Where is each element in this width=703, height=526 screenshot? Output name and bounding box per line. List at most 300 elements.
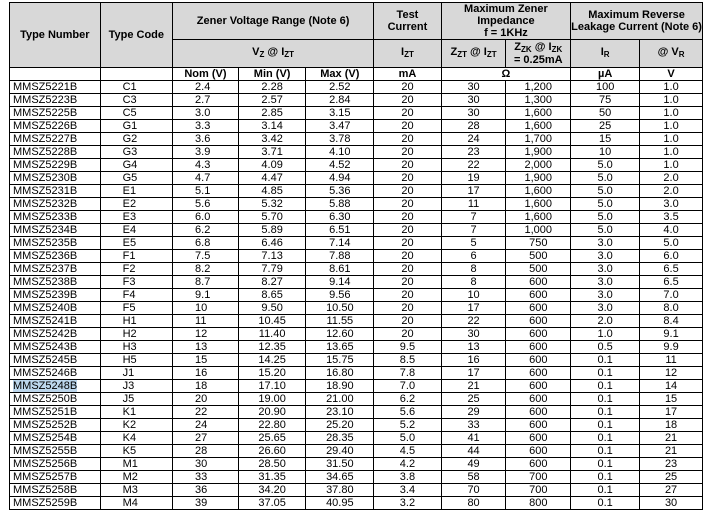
cell-vr-text: 1.0 <box>663 133 679 145</box>
cell-ir <box>571 484 640 497</box>
cell-ir <box>571 107 640 120</box>
cell-max <box>306 107 374 120</box>
cell-code-text: G3 <box>122 146 138 158</box>
cell-min-text: 12.35 <box>258 341 286 353</box>
cell-nom <box>173 302 239 315</box>
cell-min-text: 15.20 <box>258 367 286 379</box>
cell-min <box>238 393 306 406</box>
table-row <box>10 328 703 341</box>
cell-min-text: 17.10 <box>258 380 286 392</box>
cell-ir-text: 5.0 <box>597 224 613 236</box>
cell-vr-text: 14 <box>664 380 678 392</box>
cell-zzk <box>506 276 571 289</box>
cell-zzt-text: 8 <box>470 263 477 275</box>
cell-zzt <box>441 120 506 133</box>
cell-nom <box>173 81 239 94</box>
cell-ir-text: 0.1 <box>597 471 613 483</box>
cell-code-text: G5 <box>122 172 138 184</box>
cell-vr <box>640 484 703 497</box>
header-max-zener-impedance <box>441 3 570 40</box>
header-type-code: Type Code <box>100 3 172 68</box>
cell-nom-text: 11 <box>195 315 207 327</box>
cell-max-text: 12.60 <box>326 328 354 340</box>
cell-nom <box>173 341 239 354</box>
cell-vr <box>640 172 703 185</box>
cell-zzt-text: 22 <box>467 315 480 327</box>
cell-ir-text: 0.1 <box>597 432 613 444</box>
cell-type <box>10 445 101 458</box>
cell-nom-text: 18 <box>195 380 208 392</box>
cell-min <box>238 198 306 211</box>
cell-min-text: 31.35 <box>258 471 286 483</box>
cell-code <box>100 133 172 146</box>
unit-min: Min (V) <box>238 68 306 81</box>
cell-vr <box>640 146 703 159</box>
cell-zzk <box>506 107 571 120</box>
cell-izt-text: 7.8 <box>399 367 416 379</box>
cell-zzt <box>441 380 506 393</box>
cell-vr-text: 18 <box>664 419 678 431</box>
cell-type <box>10 328 101 341</box>
cell-nom <box>173 146 239 159</box>
cell-code-text: K2 <box>122 419 137 431</box>
cell-zzk-text: 600 <box>529 406 548 418</box>
cell-min-text: 19.00 <box>258 393 286 405</box>
cell-ir <box>571 328 640 341</box>
cell-code <box>100 263 172 276</box>
cell-ir <box>571 367 640 380</box>
cell-zzt <box>441 276 506 289</box>
cell-max-text: 4.94 <box>329 172 351 184</box>
cell-vr <box>640 432 703 445</box>
cell-zzk-text: 600 <box>529 419 548 431</box>
table-row <box>10 354 703 367</box>
cell-zzk <box>506 380 571 393</box>
cell-type <box>10 159 101 172</box>
cell-max-text: 8.61 <box>329 263 351 275</box>
cell-vr <box>640 198 703 211</box>
header-max-zener-impedance-line1: Maximum Zener <box>464 3 548 15</box>
cell-max-text: 29.40 <box>326 445 354 457</box>
cell-zzt-text: 23 <box>467 146 480 158</box>
cell-izt-text: 5.0 <box>399 432 416 444</box>
cell-nom <box>173 172 239 185</box>
cell-ir-text: 0.1 <box>597 497 613 509</box>
cell-zzk <box>506 159 571 172</box>
cell-izt-text: 3.4 <box>399 484 416 496</box>
cell-code <box>100 94 172 107</box>
cell-nom-text: 22 <box>195 406 208 418</box>
cell-nom-text: 4.7 <box>195 172 211 184</box>
cell-type-text: MMSZ5228B <box>13 146 78 158</box>
cell-zzt <box>441 484 506 497</box>
cell-code-text: E2 <box>122 198 137 210</box>
cell-max <box>306 133 374 146</box>
cell-nom <box>173 432 239 445</box>
cell-type-text: MMSZ5240B <box>13 302 78 314</box>
cell-zzt-text: 11 <box>467 198 480 210</box>
cell-code <box>100 146 172 159</box>
cell-zzk <box>506 172 571 185</box>
cell-vr-text: 11 <box>665 354 677 366</box>
cell-ir <box>571 250 640 263</box>
cell-max-text: 9.56 <box>329 289 351 301</box>
cell-vr-text: 6.5 <box>663 263 679 275</box>
cell-nom-text: 33 <box>195 471 208 483</box>
cell-min <box>238 471 306 484</box>
cell-ir-text: 0.5 <box>597 341 613 353</box>
cell-code <box>100 185 172 198</box>
cell-nom-text: 2.7 <box>195 94 211 106</box>
cell-min <box>238 302 306 315</box>
table-body <box>10 81 703 510</box>
cell-ir <box>571 289 640 302</box>
cell-zzt-text: 5 <box>470 237 477 249</box>
cell-zzt <box>441 302 506 315</box>
table-row <box>10 406 703 419</box>
table-row <box>10 445 703 458</box>
cell-izt-text: 20 <box>401 328 414 340</box>
cell-vr <box>640 133 703 146</box>
cell-izt <box>374 224 442 237</box>
cell-ir <box>571 94 640 107</box>
cell-code-text: H5 <box>122 354 137 366</box>
table-row <box>10 393 703 406</box>
cell-zzt-text: 58 <box>467 471 480 483</box>
cell-max <box>306 81 374 94</box>
cell-code <box>100 380 172 393</box>
cell-max-text: 16.80 <box>326 367 354 379</box>
cell-vr-text: 1.0 <box>663 107 679 119</box>
cell-type-text: MMSZ5250B <box>13 393 78 405</box>
cell-type <box>10 263 101 276</box>
cell-code-text: C3 <box>122 94 137 106</box>
cell-zzk <box>506 237 571 250</box>
cell-zzk-text: 1,900 <box>524 146 553 158</box>
cell-min <box>238 146 306 159</box>
cell-code <box>100 120 172 133</box>
cell-nom <box>173 328 239 341</box>
cell-type <box>10 341 101 354</box>
cell-ir <box>571 198 640 211</box>
cell-type <box>10 484 101 497</box>
cell-zzk-text: 750 <box>529 237 548 249</box>
cell-zzt <box>441 419 506 432</box>
cell-zzk-text: 600 <box>529 393 548 405</box>
cell-ir-text: 3.0 <box>597 263 613 275</box>
header-max-zener-impedance-line2: Impedance <box>477 15 535 27</box>
cell-nom-text: 6.8 <box>195 237 211 249</box>
cell-min <box>238 484 306 497</box>
table-row <box>10 471 703 484</box>
cell-code <box>100 237 172 250</box>
cell-type-text: MMSZ5233B <box>13 211 78 223</box>
cell-zzt <box>441 81 506 94</box>
cell-type <box>10 133 101 146</box>
cell-type <box>10 367 101 380</box>
cell-izt-text: 20 <box>401 276 414 288</box>
cell-zzk <box>506 458 571 471</box>
header-max-reverse-leakage-line1: Maximum Reverse <box>588 9 685 21</box>
cell-izt-text: 20 <box>401 94 414 106</box>
cell-code-text: C5 <box>122 107 137 119</box>
cell-max-text: 15.75 <box>326 354 354 366</box>
cell-zzt <box>441 328 506 341</box>
cell-izt <box>374 341 442 354</box>
cell-ir <box>571 263 640 276</box>
cell-izt <box>374 159 442 172</box>
cell-nom <box>173 458 239 471</box>
cell-izt-text: 5.6 <box>399 406 416 418</box>
cell-ir <box>571 224 640 237</box>
cell-type-text: MMSZ5230B <box>13 172 78 184</box>
cell-ir <box>571 497 640 510</box>
cell-min-text: 3.14 <box>261 120 283 132</box>
cell-zzk-text: 600 <box>529 367 548 379</box>
cell-type <box>10 224 101 237</box>
cell-zzt <box>441 406 506 419</box>
cell-min <box>238 354 306 367</box>
cell-zzt <box>441 497 506 510</box>
table-row <box>10 159 703 172</box>
cell-min <box>238 120 306 133</box>
cell-nom <box>173 497 239 510</box>
cell-zzk <box>506 185 571 198</box>
cell-zzt <box>441 224 506 237</box>
cell-min <box>238 133 306 146</box>
cell-nom-text: 24 <box>195 419 208 431</box>
cell-max-text: 6.51 <box>329 224 351 236</box>
cell-zzt <box>441 250 506 263</box>
cell-code <box>100 315 172 328</box>
cell-izt <box>374 445 442 458</box>
cell-zzk-text: 600 <box>529 445 548 457</box>
cell-izt <box>374 120 442 133</box>
cell-zzk <box>506 419 571 432</box>
cell-vr <box>640 302 703 315</box>
table-row <box>10 341 703 354</box>
cell-code-text: J3 <box>122 380 135 392</box>
table-row <box>10 484 703 497</box>
cell-zzt-text: 19 <box>467 172 480 184</box>
table-row <box>10 120 703 133</box>
cell-code <box>100 445 172 458</box>
cell-ir-text: 3.0 <box>597 289 613 301</box>
cell-zzk-text: 1,600 <box>524 185 553 197</box>
cell-vr <box>640 211 703 224</box>
cell-type-text: MMSZ5255B <box>13 445 78 457</box>
cell-type-text: MMSZ5221B <box>13 81 78 93</box>
cell-type-text: MMSZ5227B <box>13 133 78 145</box>
cell-vr-text: 12 <box>664 367 678 379</box>
cell-vr-text: 1.0 <box>663 81 679 93</box>
cell-type-text: MMSZ5225B <box>13 107 78 119</box>
cell-vr-text: 7.0 <box>663 289 679 301</box>
cell-max <box>306 341 374 354</box>
cell-zzt-text: 17 <box>467 367 480 379</box>
cell-ir-text: 0.1 <box>597 445 613 457</box>
cell-type-text: MMSZ5237B <box>13 263 78 275</box>
cell-code <box>100 393 172 406</box>
cell-type <box>10 120 101 133</box>
table-row <box>10 211 703 224</box>
cell-code <box>100 367 172 380</box>
cell-vr-text: 25 <box>664 471 678 483</box>
cell-vr-text: 1.0 <box>663 94 679 106</box>
cell-max <box>306 302 374 315</box>
cell-max <box>306 393 374 406</box>
cell-izt-text: 20 <box>401 133 414 145</box>
cell-izt-text: 5.2 <box>399 419 416 431</box>
cell-nom <box>173 367 239 380</box>
cell-ir <box>571 159 640 172</box>
cell-min <box>238 94 306 107</box>
cell-nom <box>173 133 239 146</box>
table-row <box>10 146 703 159</box>
cell-code-text: G1 <box>122 120 138 132</box>
cell-zzt-text: 29 <box>467 406 480 418</box>
cell-ir-text: 5.0 <box>597 211 613 223</box>
cell-min-text: 4.85 <box>261 185 283 197</box>
cell-izt-text: 20 <box>401 172 414 184</box>
cell-vr <box>640 471 703 484</box>
cell-izt <box>374 198 442 211</box>
cell-ir <box>571 393 640 406</box>
header-max-reverse-leakage <box>571 3 703 40</box>
cell-vr-text: 15 <box>664 393 678 405</box>
cell-zzt <box>441 107 506 120</box>
cell-vr <box>640 81 703 94</box>
cell-code <box>100 159 172 172</box>
cell-izt <box>374 328 442 341</box>
cell-code-text: E4 <box>122 224 137 236</box>
cell-max <box>306 172 374 185</box>
header-zzk-at-izk: $Z_{ZK}$ @ $I_{ZK}$ = 0.25mA <box>506 40 571 68</box>
cell-zzt <box>441 237 506 250</box>
cell-type <box>10 497 101 510</box>
cell-type-text: MMSZ5238B <box>13 276 78 288</box>
cell-nom-text: 8.7 <box>195 276 211 288</box>
cell-ir-text: 10 <box>599 146 612 158</box>
cell-ir-text: 0.1 <box>597 354 613 366</box>
cell-min <box>238 497 306 510</box>
cell-zzt-text: 44 <box>467 445 480 457</box>
cell-nom <box>173 406 239 419</box>
header-max-zener-impedance-line3: f = 1KHz <box>484 27 528 39</box>
cell-izt <box>374 497 442 510</box>
cell-nom <box>173 315 239 328</box>
cell-max <box>306 445 374 458</box>
cell-izt-text: 20 <box>401 198 414 210</box>
cell-ir <box>571 276 640 289</box>
table-row <box>10 302 703 315</box>
cell-max-text: 25.20 <box>326 419 354 431</box>
cell-izt <box>374 315 442 328</box>
cell-max-text: 2.84 <box>329 94 351 106</box>
cell-nom <box>173 159 239 172</box>
cell-type <box>10 471 101 484</box>
table-row <box>10 224 703 237</box>
cell-vr-text: 8.0 <box>663 302 679 314</box>
cell-min-text: 3.71 <box>261 146 283 158</box>
cell-nom-text: 6.0 <box>195 211 211 223</box>
cell-max <box>306 458 374 471</box>
header-zzt-at-izt: $Z_{ZT}$ @ $I_{ZT}$ <box>441 40 506 68</box>
cell-zzk <box>506 354 571 367</box>
table-row <box>10 289 703 302</box>
cell-zzt <box>441 445 506 458</box>
table-row <box>10 237 703 250</box>
cell-vr-text: 3.5 <box>663 211 679 223</box>
cell-type-text: MMSZ5239B <box>13 289 78 301</box>
cell-nom <box>173 237 239 250</box>
table-row <box>10 458 703 471</box>
cell-code-text: F3 <box>122 276 136 288</box>
cell-zzk <box>506 497 571 510</box>
cell-code-text: M1 <box>122 458 138 470</box>
cell-zzk <box>506 289 571 302</box>
cell-zzt <box>441 289 506 302</box>
cell-nom <box>173 419 239 432</box>
cell-zzk <box>506 250 571 263</box>
cell-type-text: MMSZ5251B <box>13 406 78 418</box>
cell-nom <box>173 393 239 406</box>
cell-max-text: 7.14 <box>329 237 351 249</box>
cell-zzk <box>506 146 571 159</box>
cell-zzk <box>506 484 571 497</box>
cell-zzk-text: 600 <box>529 328 548 340</box>
cell-izt <box>374 107 442 120</box>
cell-type <box>10 302 101 315</box>
cell-code-text: E1 <box>122 185 137 197</box>
cell-zzk <box>506 94 571 107</box>
cell-max-text: 11.55 <box>326 315 354 327</box>
cell-type <box>10 107 101 120</box>
cell-code-text: E3 <box>122 211 137 223</box>
cell-min <box>238 289 306 302</box>
cell-nom-text: 27 <box>195 432 208 444</box>
cell-zzt <box>441 185 506 198</box>
cell-nom-text: 8.2 <box>195 263 211 275</box>
cell-ir <box>571 81 640 94</box>
cell-nom <box>173 289 239 302</box>
cell-zzk-text: 500 <box>529 250 548 262</box>
cell-vr-text: 17 <box>664 406 678 418</box>
cell-max <box>306 432 374 445</box>
cell-nom-text: 16 <box>195 367 208 379</box>
cell-nom <box>173 276 239 289</box>
cell-zzk <box>506 471 571 484</box>
table-row <box>10 198 703 211</box>
cell-izt <box>374 380 442 393</box>
cell-ir <box>571 419 640 432</box>
cell-zzt <box>441 341 506 354</box>
cell-zzt-text: 16 <box>467 354 480 366</box>
cell-code <box>100 484 172 497</box>
cell-max-text: 18.90 <box>326 380 354 392</box>
cell-izt-text: 20 <box>401 81 414 93</box>
cell-izt-text: 20 <box>401 250 414 262</box>
cell-izt <box>374 146 442 159</box>
cell-ir <box>571 120 640 133</box>
cell-code-text: M2 <box>122 471 138 483</box>
table-row <box>10 94 703 107</box>
cell-nom-text: 3.9 <box>195 146 211 158</box>
cell-nom <box>173 120 239 133</box>
cell-type <box>10 432 101 445</box>
cell-izt <box>374 484 442 497</box>
cell-ir-text: 2.0 <box>597 315 613 327</box>
